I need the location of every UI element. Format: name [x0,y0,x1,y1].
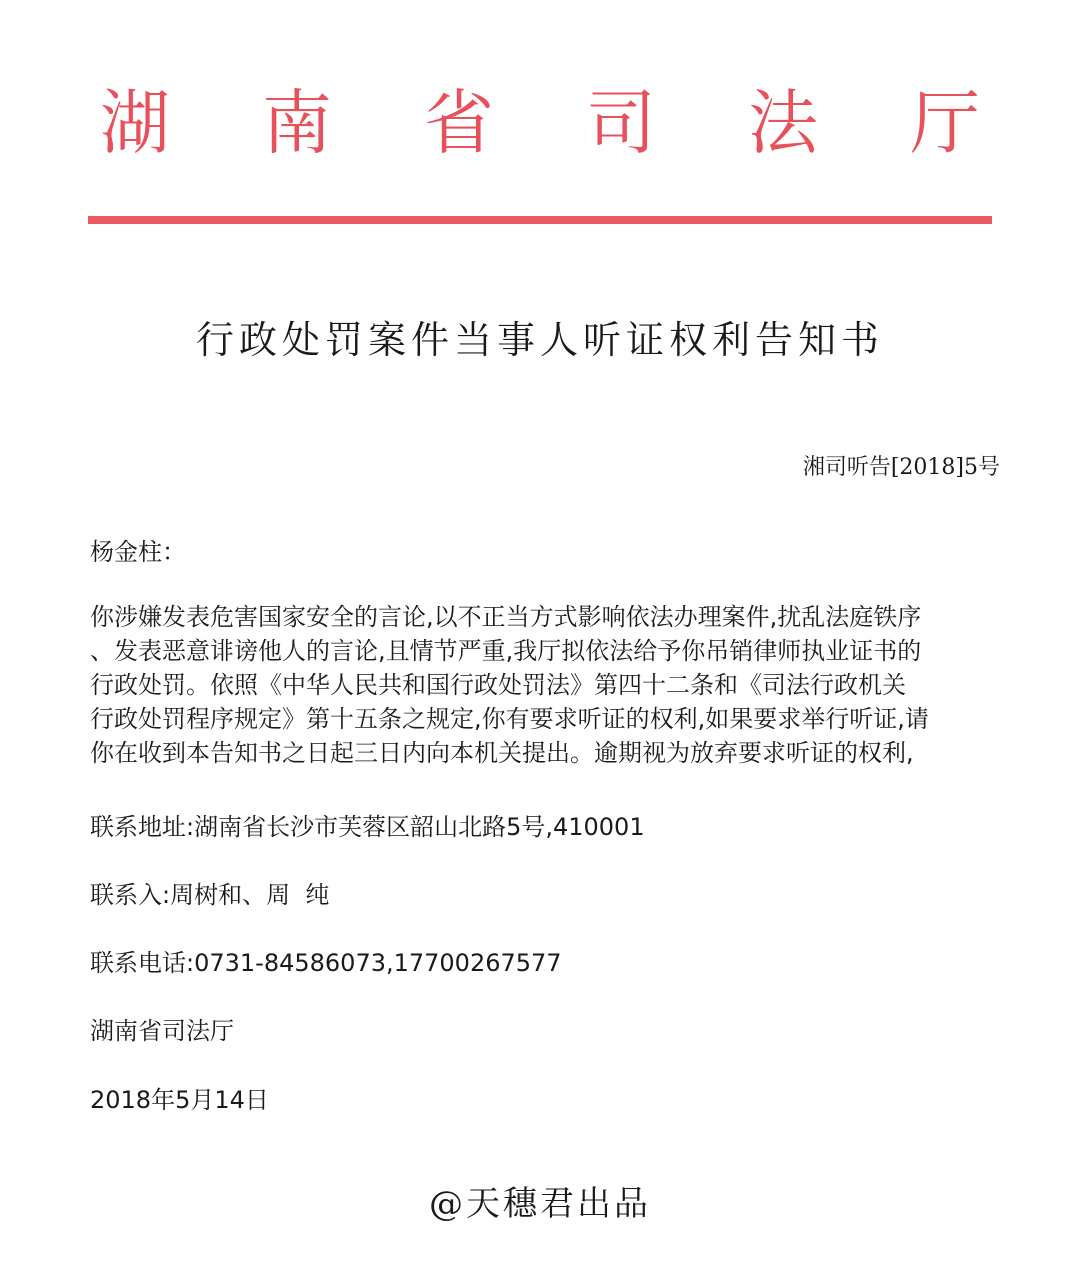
contact-phone: 联系电话:0731-84586073,17700267577 [90,949,562,977]
salutation: 杨金柱： [90,538,186,566]
letterhead-char: 司 [586,82,656,164]
paragraph-line: 你在收到本告知书之日起三日内向本机关提出。逾期视为放弃要求听证的权利, [90,739,914,767]
letterhead-char: 南 [262,82,332,164]
notice-paragraph [90,600,990,770]
paragraph-line: 行政处罚。依照《中华人民共和国行政处罚法》第四十二条和《司法行政机关 [90,671,906,699]
contact-address: 联系地址:湖南省长沙市芙蓉区韶山北路5号,410001 [90,813,645,841]
document-number: 湘司听告[2018]5号 [802,455,1000,480]
issue-date: 2018年5月14日 [90,1086,269,1114]
letterhead-char: 法 [748,82,818,164]
paragraph-line: 行政处罚程序规定》第十五条之规定,你有要求听证的权利,如果要求举行听证,请 [90,705,929,733]
contact-persons: 联系入:周树和、周 纯 [90,881,330,909]
paragraph-line: 你涉嫌发表危害国家安全的言论,以不正当方式影响依法办理案件,扰乱法庭铁序 [90,603,922,631]
letterhead-char: 省 [424,82,494,164]
issuing-organization: 湖南省司法厅 [90,1017,234,1045]
letterhead [90,78,990,168]
document-title: 行政处罚案件当事人听证权利告知书 [195,318,884,362]
paragraph-line: 、发表恶意诽谤他人的言论,且情节严重,我厅拟依法给予你吊销律师执业证书的 [90,637,922,665]
letterhead-char: 厅 [910,82,980,164]
footer-credit: @天穗君出品 [429,1184,651,1224]
letterhead-char: 湖 [100,82,170,164]
letterhead-divider [88,216,992,224]
